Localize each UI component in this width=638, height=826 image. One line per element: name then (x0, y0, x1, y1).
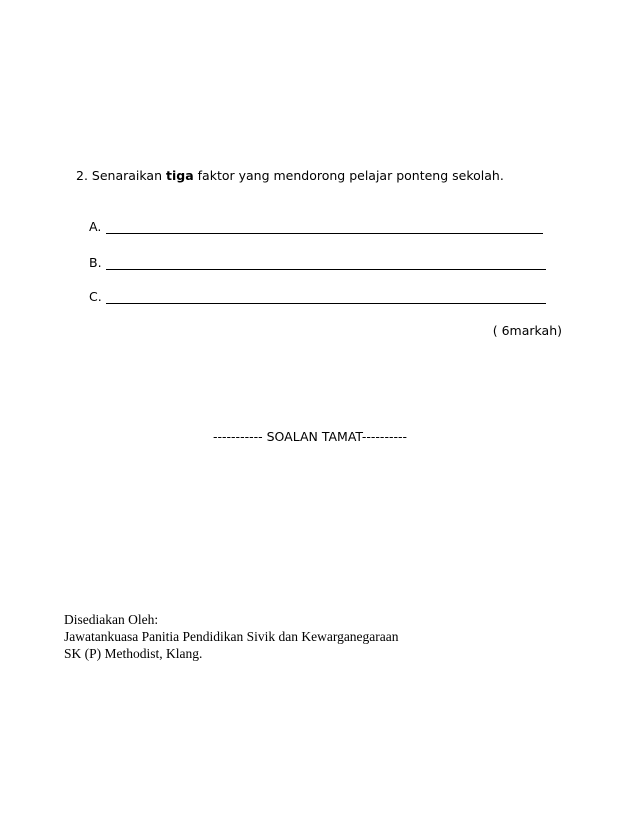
marks-label: ( 6markah) (492, 323, 562, 338)
footer (64, 611, 399, 662)
question-prefix: Senaraikan (91, 168, 163, 183)
answer-letter-c: C. (89, 289, 102, 304)
footer-committee: Jawatankuasa Panitia Pendidikan Sivik dan Kewarganegaraan (64, 629, 399, 644)
answer-letter-b: B. (89, 255, 102, 270)
question-bold-word: tiga (166, 168, 194, 183)
question-2 (76, 168, 504, 183)
answer-line-b (106, 257, 546, 270)
answer-row-a (89, 218, 543, 234)
end-of-questions-label: ----------- SOALAN TAMAT---------- (213, 429, 407, 444)
question-suffix: faktor yang mendorong pelajar ponteng sekolah. (197, 168, 504, 183)
footer-school: SK (P) Methodist, Klang. (64, 646, 203, 661)
answer-row-c (89, 288, 546, 304)
question-number: 2. (76, 168, 88, 183)
footer-prepared-by: Disediakan Oleh: (64, 612, 159, 627)
answer-row-b (89, 254, 546, 270)
answer-line-c (106, 291, 546, 304)
answer-letter-a: A. (89, 219, 102, 234)
answer-line-a (106, 221, 543, 234)
